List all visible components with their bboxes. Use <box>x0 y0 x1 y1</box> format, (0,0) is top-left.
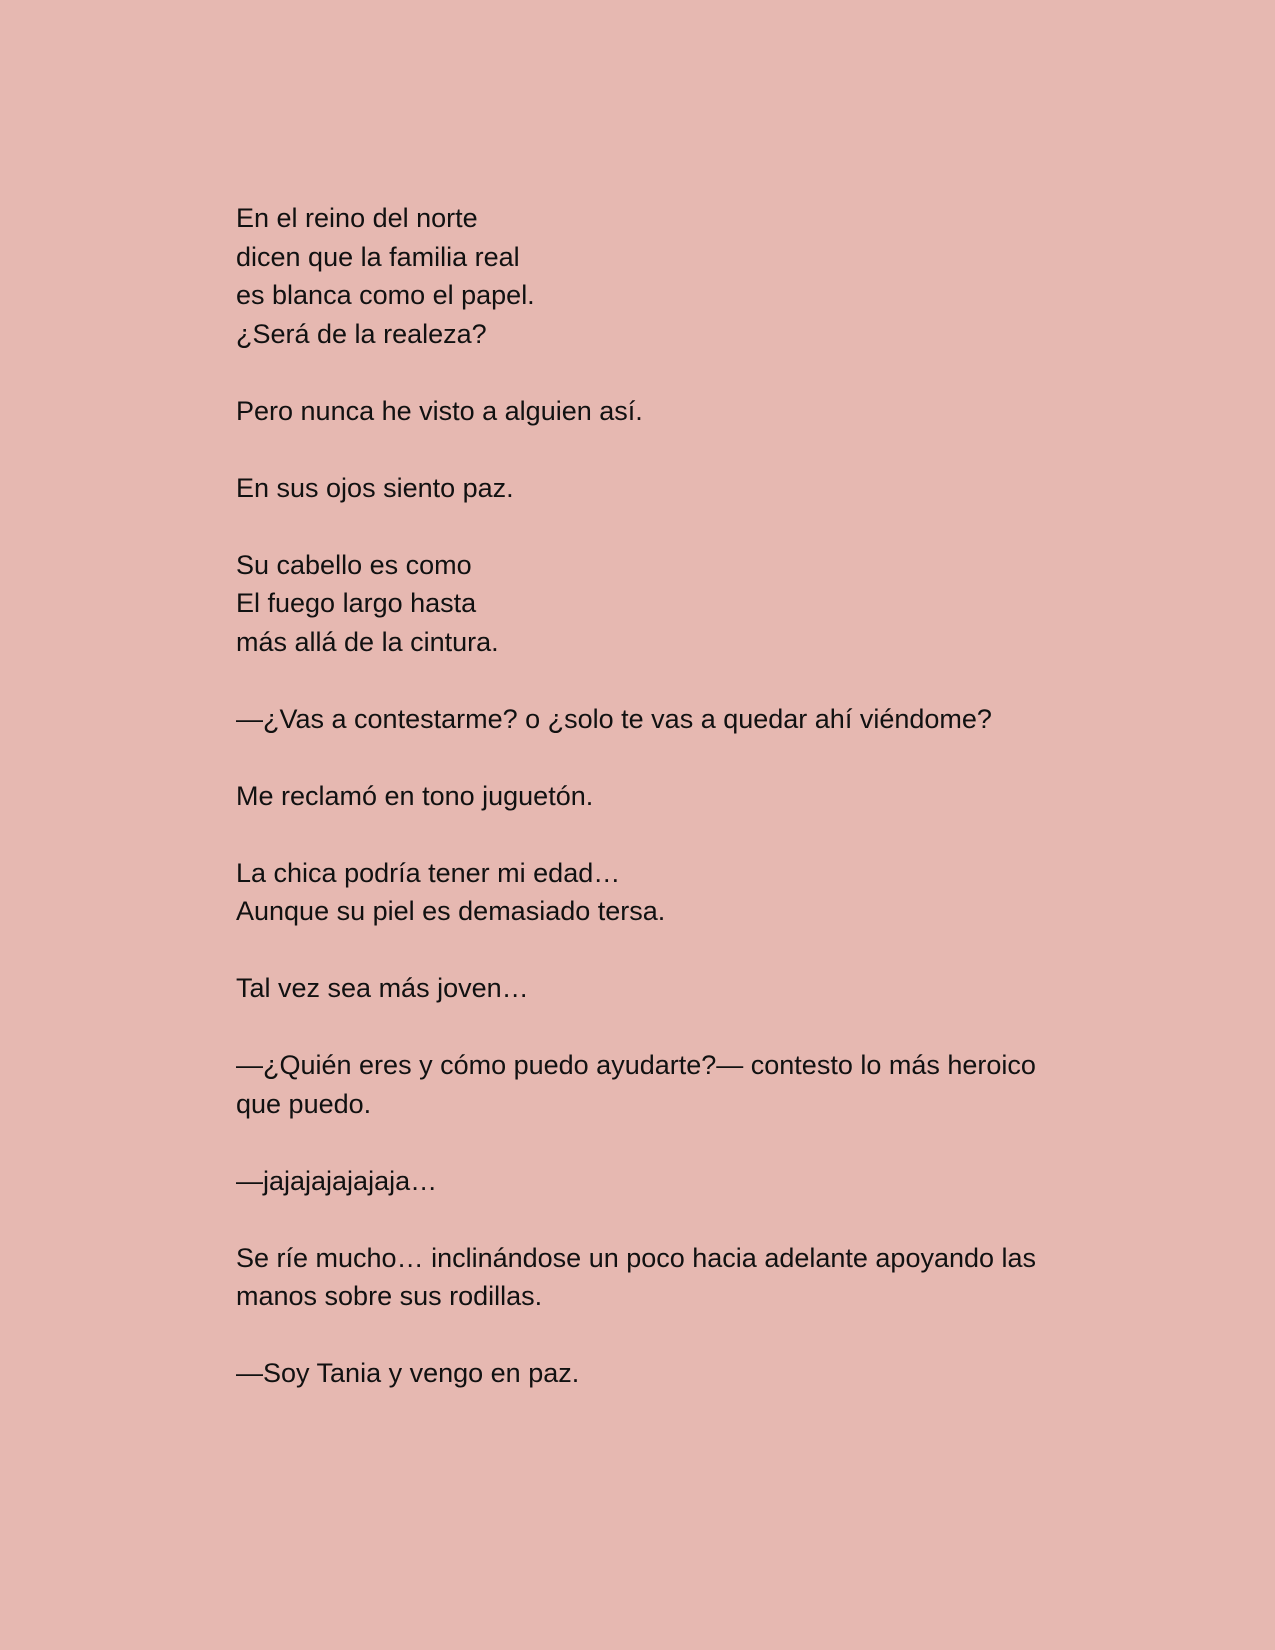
paragraph-7 <box>236 854 1116 931</box>
text-line: es blanca como el papel. <box>236 280 535 310</box>
paragraph-8 <box>236 969 1116 1008</box>
paragraph-6 <box>236 777 1116 816</box>
paragraph-2 <box>236 392 1116 431</box>
text-line: La chica podría tener mi edad… <box>236 857 621 888</box>
text-line: —Soy Tania y vengo en paz. <box>236 1358 580 1388</box>
text-line: —jajajajajajaja… <box>236 1165 438 1196</box>
text-line: dicen que la familia real <box>236 241 520 272</box>
paragraph-3 <box>236 469 1116 508</box>
text-line: El fuego largo hasta <box>236 588 477 618</box>
text-line: En sus ojos siento paz. <box>236 472 514 503</box>
paragraph-11 <box>236 1239 1116 1316</box>
paragraph-4 <box>236 546 1116 662</box>
text-line: más allá de la cintura. <box>236 626 499 657</box>
text-line: En el reino del norte <box>236 203 478 233</box>
text-line: —¿Vas a contestarme? o ¿solo te vas a quedar ahí viéndome? <box>236 703 992 734</box>
paragraph-9 <box>236 1046 1116 1123</box>
document-page <box>236 199 1116 1431</box>
text-line: ¿Será de la realeza? <box>236 318 487 349</box>
paragraph-5 <box>236 700 1116 739</box>
paragraph-12 <box>236 1354 1116 1393</box>
text-line: —¿Quién eres y cómo puedo ayudarte?— contesto lo más heroico <box>236 1050 1036 1080</box>
text-line: Pero nunca he visto a alguien así. <box>236 395 643 426</box>
text-line: Aunque su piel es demasiado tersa. <box>236 896 666 926</box>
paragraph-10 <box>236 1162 1116 1201</box>
paragraph-1 <box>236 199 1116 353</box>
text-line: que puedo. <box>236 1088 372 1119</box>
text-line: Me reclamó en tono juguetón. <box>236 780 594 811</box>
text-line: manos sobre sus rodillas. <box>236 1281 543 1311</box>
text-line: Tal vez sea más joven… <box>236 973 529 1003</box>
text-line: Su cabello es como <box>236 549 472 580</box>
text-line: Se ríe mucho… inclinándose un poco hacia adelante apoyando las <box>236 1242 1037 1273</box>
